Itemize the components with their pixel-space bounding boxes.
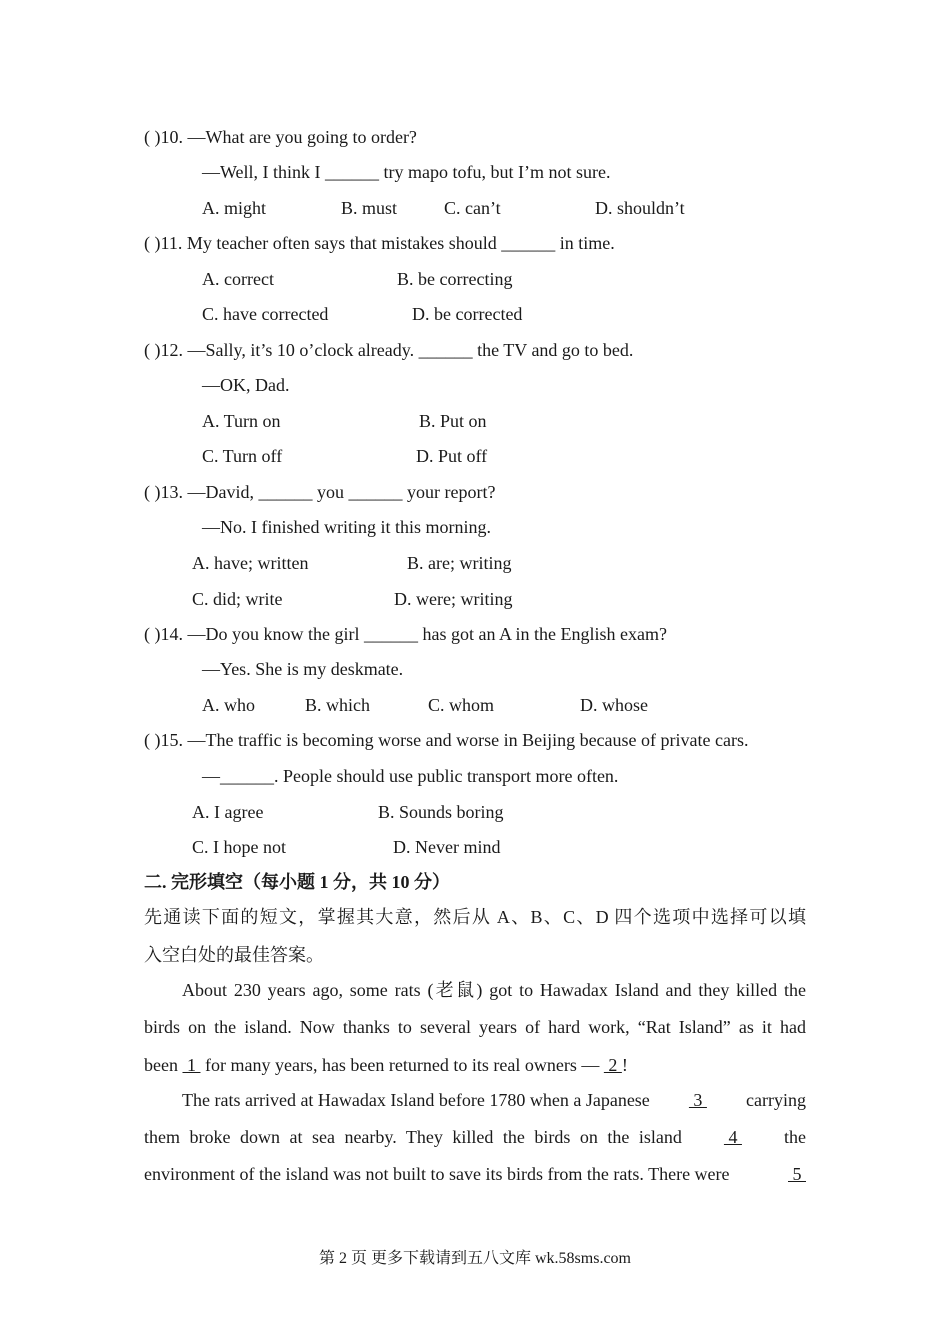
question-number: ( )11. [144, 233, 183, 253]
question-stem: —Sally, it’s 10 o’clock already. ______ the TV and go to bed. [187, 340, 634, 360]
option-b: B. are; writing [407, 553, 512, 573]
option-c: C. did; write [192, 589, 283, 609]
passage-text: been [144, 1055, 178, 1075]
passage-text: for many years, has been returned to its real owners — [204, 1055, 600, 1075]
passage-text: the [783, 1127, 806, 1147]
question-stem: —The traffic is becoming worse and worse in Beijing because of private cars. [187, 730, 749, 750]
option-c: C. have corrected [202, 304, 329, 324]
option-b: B. be correcting [397, 269, 513, 289]
blank-4: 4 [723, 1127, 742, 1147]
question-stem: —David, ______ you ______ your report? [187, 482, 496, 502]
passage-p1-line-1: About 230 years ago, some rats (老鼠) got to Hawadax Island and they killed the [182, 980, 806, 1000]
option-d: D. whose [580, 695, 648, 715]
option-d: D. were; writing [394, 589, 513, 609]
blank-2: 2 [603, 1055, 622, 1075]
section-instruction-line-2: 入空白处的最佳答案。 [144, 945, 324, 965]
passage-p1-line-3 [144, 1054, 628, 1076]
question-reply: —OK, Dad. [202, 375, 290, 395]
option-b: B. must [341, 198, 398, 218]
question-number: ( )13. [144, 482, 183, 502]
passage-p2-line-3 [144, 1163, 806, 1185]
question-number: ( )12. [144, 340, 183, 360]
option-b: B. which [305, 695, 370, 715]
question-stem: My teacher often says that mistakes should ______ in time. [186, 233, 615, 253]
option-d: D. be corrected [412, 304, 523, 324]
question-number: ( )14. [144, 624, 183, 644]
question-10 [144, 126, 417, 148]
question-number: ( )15. [144, 730, 183, 750]
option-d: D. Never mind [393, 837, 501, 857]
question-reply: —No. I finished writing it this morning. [202, 517, 491, 537]
question-12 [144, 339, 633, 361]
passage-p2-line-2 [144, 1126, 806, 1148]
question-11 [144, 232, 615, 254]
question-reply: —Well, I think I ______ try mapo tofu, but I’m not sure. [202, 162, 611, 182]
passage-text: environment of the island was not built to save its birds from the rats. There were [144, 1164, 730, 1184]
option-c: C. whom [428, 695, 495, 715]
passage-p2-line-1 [182, 1089, 806, 1111]
option-c: C. can’t [444, 198, 501, 218]
passage-text: them broke down at sea nearby. They killed the birds on the island [144, 1127, 682, 1147]
option-b: B. Put on [419, 411, 487, 431]
section-heading: 二. 完形填空（每小题 1 分，共 10 分） [144, 872, 450, 892]
option-c: C. Turn off [202, 446, 283, 466]
passage-text: carrying [746, 1090, 806, 1110]
passage-text: ! [621, 1055, 628, 1075]
question-stem: —What are you going to order? [187, 127, 417, 147]
option-b: B. Sounds boring [378, 802, 504, 822]
question-reply: —______. People should use public transport more often. [202, 766, 619, 786]
question-13 [144, 481, 495, 503]
option-a: A. have; written [192, 553, 309, 573]
option-c: C. I hope not [192, 837, 286, 857]
blank-5: 5 [788, 1164, 806, 1184]
passage-p1-line-2: birds on the island. Now thanks to several years of hard work, “Rat Island” as it had [144, 1017, 806, 1037]
question-14 [144, 623, 667, 645]
option-a: A. Turn on [202, 411, 281, 431]
question-reply: —Yes. She is my deskmate. [202, 659, 404, 679]
option-a: A. correct [202, 269, 274, 289]
option-d: D. Put off [416, 446, 488, 466]
question-stem: —Do you know the girl ______ has got an A in the English exam? [187, 624, 667, 644]
section-instruction-line-1: 先通读下面的短文，掌握其大意，然后从 A、B、C、D 四个选项中选择可以填 [144, 907, 806, 927]
question-number: ( )10. [144, 127, 183, 147]
option-d: D. shouldn’t [595, 198, 685, 218]
option-a: A. who [202, 695, 255, 715]
option-a: A. might [202, 198, 267, 218]
blank-1: 1 [182, 1055, 201, 1075]
page-footer: 第 2 页 更多下载请到五八文库 wk.58sms.com [318, 1250, 631, 1267]
option-a: A. I agree [192, 802, 264, 822]
question-15 [144, 729, 748, 751]
blank-3: 3 [688, 1090, 707, 1110]
passage-text: The rats arrived at Hawadax Island before 1780 when a Japanese [182, 1090, 650, 1110]
